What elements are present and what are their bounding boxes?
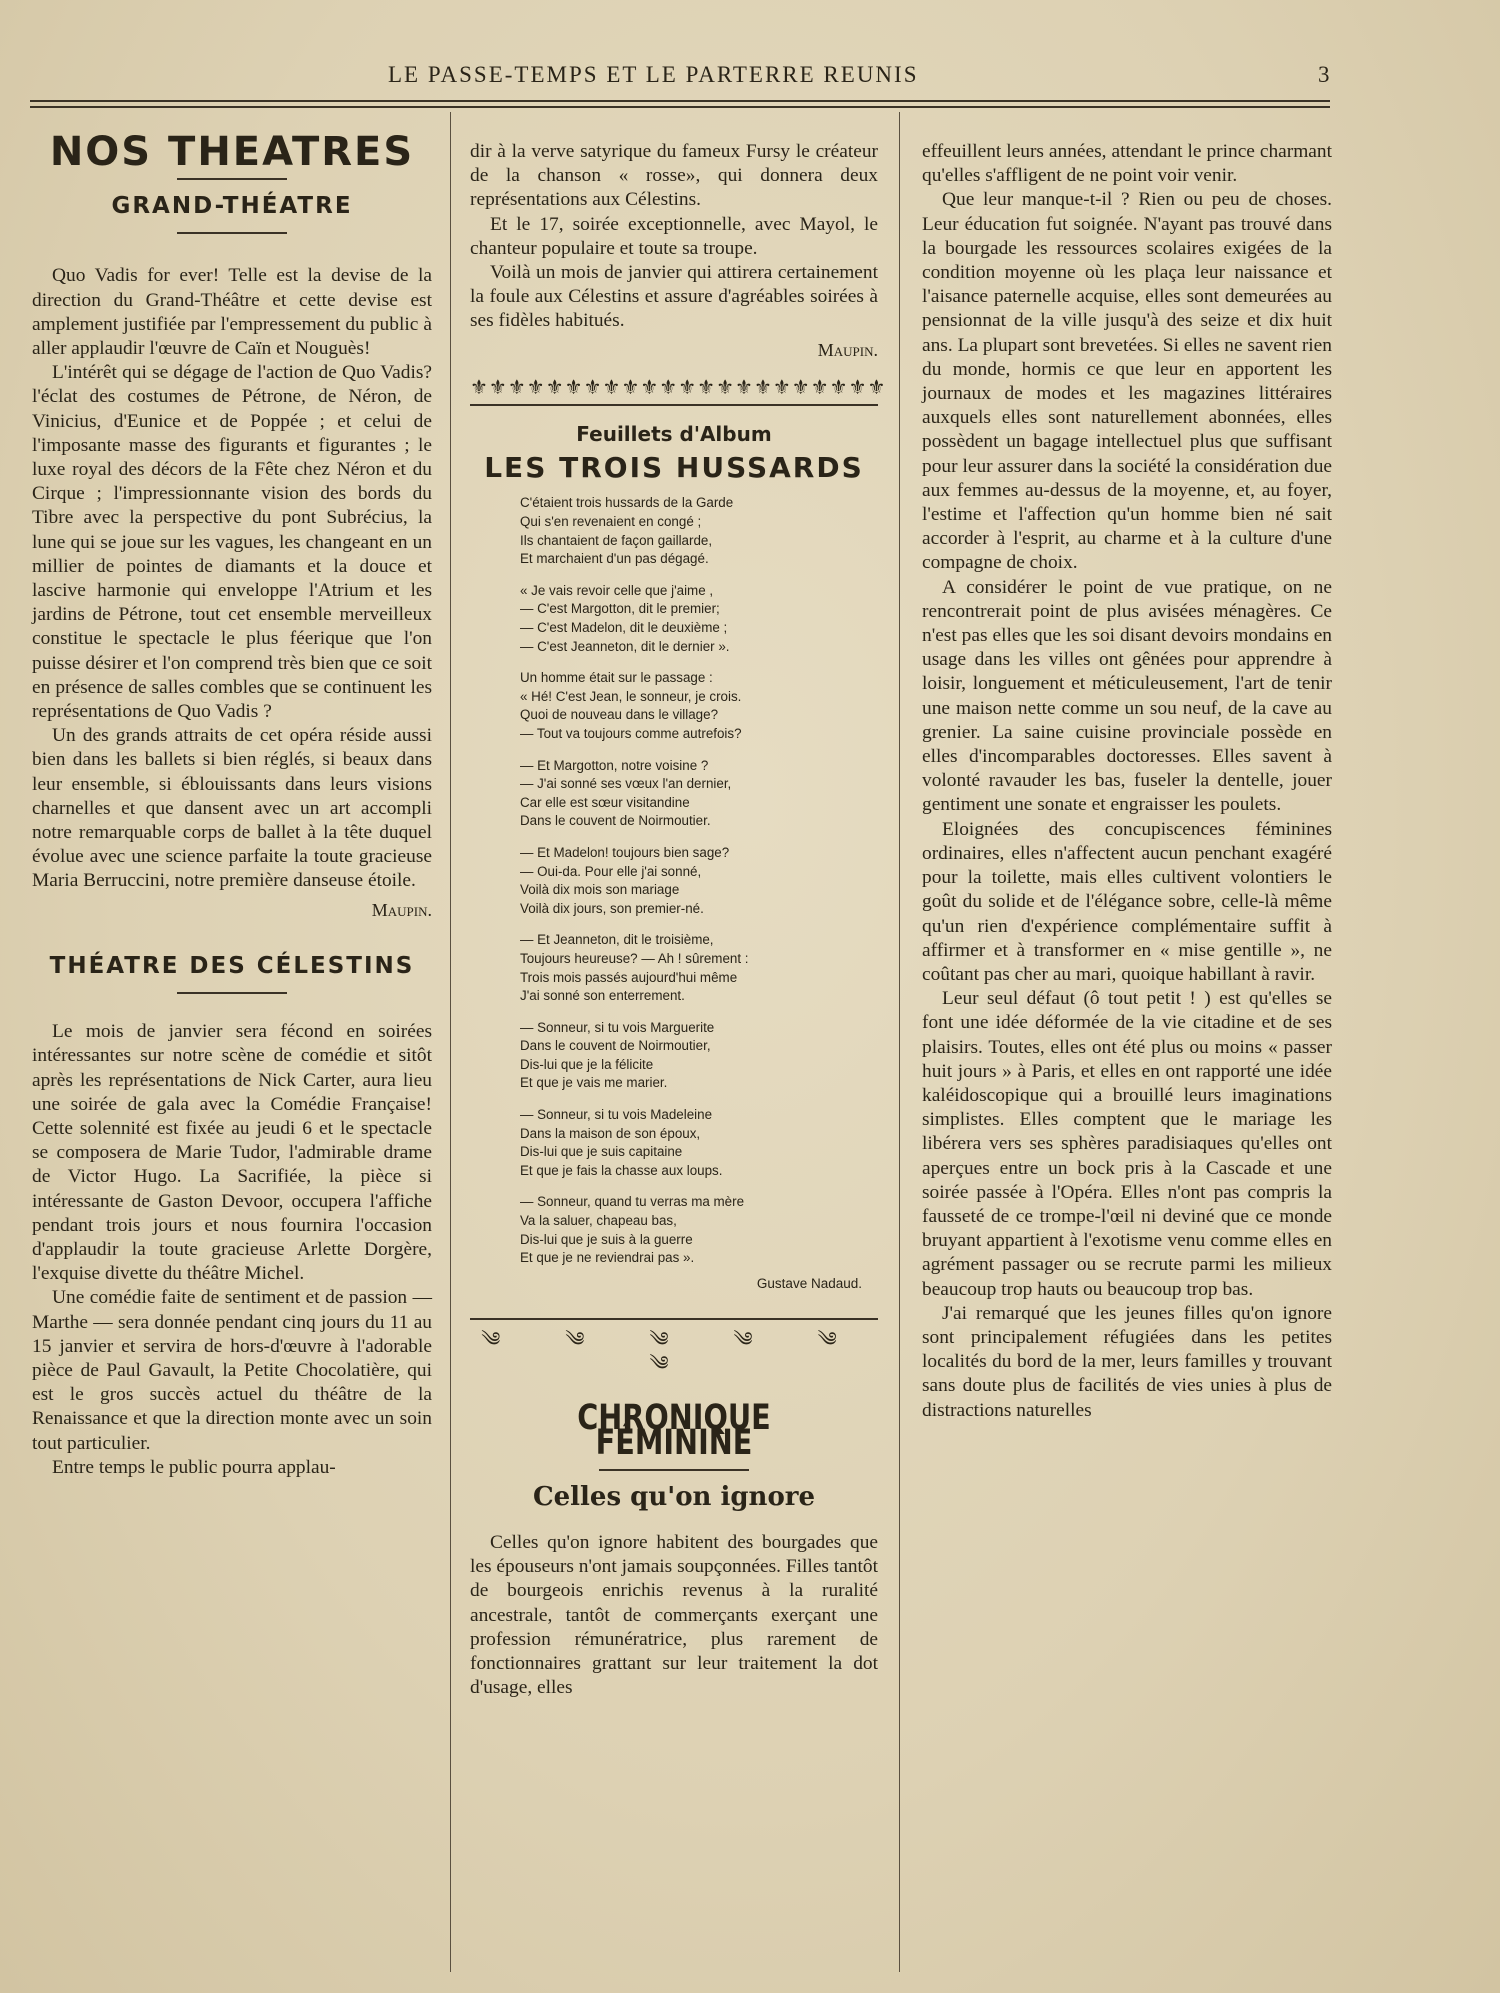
article-paragraph: Voilà un mois de janvier qui attirera certainement la foule aux Célestins et assure d'agréables soirées à ses fidèles habitués.	[470, 262, 878, 332]
title-rule	[177, 232, 287, 234]
poem-line: C'étaient trois hussards de la Garde	[520, 495, 734, 511]
poem-line: Car elle est sœur visitandine	[520, 794, 690, 810]
poem-line: Va la saluer, chapeau bas,	[520, 1213, 677, 1229]
column-3	[922, 140, 1332, 1423]
article-paragraph: Une comédie faite de sentiment et de passion — Marthe — sera donnée pendant cinq jours du 11 au 15 janvier et servira de hors-d'œuvre à l'adorable pièce de Paul Gavault, la Petite Chocolatière, qui est le gros succès actuel du théâtre de la Renaissance et que la direction monte avec un soin tout particulier.	[32, 1287, 432, 1454]
poem-stanza	[520, 494, 878, 568]
poem-line: « Hé! C'est Jean, le sonneur, je crois.	[520, 688, 742, 704]
page-number: 3	[1318, 62, 1330, 87]
poem-line: Et que je ne reviendrai pas ».	[520, 1250, 695, 1266]
poem-stanza	[520, 1193, 878, 1267]
poem-stanza	[520, 669, 878, 743]
article-paragraph: Entre temps le public pourra applau-	[52, 1456, 336, 1478]
article-paragraph: Celles qu'on ignore habitent des bourgades que les épouseurs n'ont jamais soupçonnées. Filles tantôt de bourgeois enrichis revenus à la ruralité ancestrale, tantôt de commerçants exerçant une profession rémunératrice, plus rarement de fonctionnaires grattant sur leur traitement la dot d'usage, elles	[470, 1532, 878, 1699]
poem-line: — Sonneur, si tu vois Madeleine	[520, 1107, 713, 1123]
poem-line: Dans la maison de son époux,	[520, 1125, 701, 1141]
poem-stanza	[520, 582, 878, 656]
title-rule	[177, 992, 287, 994]
article-paragraph: Que leur manque-t-il ? Rien ou peu de choses. Leur éducation fut soignée. N'ayant pas trouvé dans la bourgade les ressources scolaires exigées de la condition moyenne où les plaça leur naissance et l'aisance paternelle acquise, elles sont demeurées au pensionnat de la ville jusqu'à des seize et dix huit ans. La plupart sont brevetées. Si elles ne savent rien du monde, hormis ce que leur en apportent les journaux de modes et les magazines littéraires auxquels elles sont naturellement abonnées, elles possèdent un bagage intellectuel plus que suffisant pour leur assurer dans la société la considération due aux femmes au-dessus de la moyenne, et, au foyer, l'estime et l'affection qu'un homme bien né sait accorder à l'esprit, au charme et à la culture d'une compagne de choix.	[922, 189, 1332, 574]
poem-line: Dans le couvent de Noirmoutier,	[520, 1038, 711, 1054]
celles-title: Celles qu'on ignore	[532, 1481, 816, 1512]
column-divider-1	[450, 112, 451, 1972]
column-divider-2	[899, 112, 900, 1972]
poem-line: Dis-lui que je la félicite	[520, 1056, 654, 1072]
article-paragraph: L'intérêt qui se dégage de l'action de Quo Vadis? l'éclat des costumes de Pétrone, de Néron, de Vinicius, d'Eunice et de Poppée ; et celui de l'imposante masse des figurants et figurantes ; le luxe royal des décors de la Fête chez Néron et du Cirque ; l'impressionnante vision des bords du Tibre avec la perspective du pont Subrécius, la lune qui se joue sur les vagues, les changeant en un millier de pointes de diamants et la douce et lascive harmonie qui enveloppe l'Atrium et les jardins de Pétrone, tout cet ensemble merveilleux constitue le spectacle le plus féerique que l'on puisse désirer et l'on comprend très bien que ce soit en présence de salles combles que se continuent les représentations de Quo Vadis ?	[32, 362, 432, 723]
poem-line: — C'est Madelon, dit le deuxième ;	[520, 620, 728, 635]
poem-line: — C'est Margotton, dit le premier;	[520, 601, 720, 617]
poem-line: — Sonneur, quand tu verras ma mère	[520, 1194, 745, 1210]
poem-stanza	[520, 1106, 878, 1180]
poem-line: — Et Margotton, notre voisine ?	[520, 757, 709, 773]
poem-line: — C'est Jeanneton, dit le dernier ».	[520, 638, 730, 654]
article-paragraph: Et le 17, soirée exceptionnelle, avec Mayol, le chanteur populaire et toute sa troupe.	[470, 213, 878, 259]
album-label: Feuillets d'Album	[576, 422, 772, 447]
fleur-de-lis-ornament: ⚜⚜⚜⚜⚜⚜⚜⚜⚜⚜⚜⚜⚜⚜⚜⚜⚜⚜⚜⚜⚜⚜	[470, 376, 878, 406]
poem-line: Dans le couvent de Noirmoutier.	[520, 813, 711, 829]
article-paragraph: Quo Vadis for ever! Telle est la devise de la direction du Grand-Théâtre et cette devise est amplement justifiée par l'empressement du public à aller applaudir l'œuvre de Caïn et Nouguès!	[32, 265, 432, 360]
poem-line: Un homme était sur le passage :	[520, 670, 713, 686]
poem-line: Voilà dix mois son mariage	[520, 882, 680, 898]
poem-stanza	[520, 1019, 878, 1093]
poem-line: — Et Madelon! toujours bien sage?	[520, 844, 730, 860]
poem-stanza	[520, 757, 878, 831]
poem-line: Voilà dix jours, son premier-né.	[520, 900, 704, 916]
signature: Maupin.	[371, 899, 432, 920]
celestins-title: THÉATRE DES CÉLESTINS	[49, 952, 415, 979]
article-paragraph: Le mois de janvier sera fécond en soirées intéressantes sur notre scène de comédie et sitôt après les représentations de Nick Carter, aura lieu une soirée de gala avec la Comédie Française! Cette solennité est fixée au jeudi 6 et le spectacle se composera de Marie Tudor, l'admirable drame de Victor Hugo. La Sacrifiée, la pièce si intéressante de Gaston Devoor, occupera l'affiche pendant trois jours et nous fournira l'occasion d'applaudir la toute gracieuse Arlette Dorgère, l'exquise divette du théâtre Michel.	[32, 1021, 432, 1285]
column-1	[32, 129, 432, 1480]
title-rule	[177, 178, 287, 180]
poem-line: — Tout va toujours comme autrefois?	[520, 725, 742, 741]
article-paragraph: A considérer le point de vue pratique, on ne rencontrerait point de plus avisées ménagères. Ce n'est pas elles que les soi disant devoirs mondains en usage dans les villes ont gênées pour apprendre à loisir, longuement et méticuleusement, l'art de tenir une maison nette comme un sou neuf, de la cave au grenier. La saine cuisine provinciale possède en elles d'incomparables doctoresses. Elles savent à volonté ravauder les bas, fuseler la dentelle, jouer gentiment une sonate et engraisser les poulets.	[922, 576, 1332, 816]
article-paragraph: Un des grands attraits de cet opéra réside aussi bien dans les ballets si bien réglés, si beaux dans leur ensemble, si éblouissants dans leurs visions charnelles et que dansent avec un art accompli notre remarquable corps de ballet à la tête duquel évolue avec une science parfaite la toute gracieuse Maria Berruccini, notre première danseuse étoile.	[32, 725, 432, 892]
article-paragraph: Leur seul défaut (ô tout petit ! ) est qu'elles se font une idée déformée de la vie citadine et de ses plaisirs. Toutes, elles ont été plus ou moins « passer huit jours » à Paris, et elles en ont rapporté une idée kaléidoscopique qui a brouillé leurs imaginations simplistes. Elles comptent que le mariage les libérera vers ses sphères paradisiaques qu'elles ont aperçues entre un bock pris à la Cascade et une soirée passée à l'Opéra. Elles n'ont pas compris la fausseté de ce trompe-l'œil ni deviné que ce monde bruyant appartient à l'exotisme venu comme elles en agrément passager ou se recrute parmi les milieux beaucoup trop hauts ou beaucoup trop bas.	[922, 988, 1332, 1300]
article-paragraph: dir à la verve satyrique du fameux Fursy le créateur de la chanson « rosse», qui donnera deux représentations aux Célestins.	[470, 141, 878, 211]
poem-line: Toujours heureuse? — Ah ! sûrement :	[520, 950, 749, 966]
chronique-title: CHRONIQUE FÉMININE	[577, 1398, 771, 1463]
poem-line: Qui s'en revenaient en congé ;	[520, 514, 702, 530]
poem-line: — Et Jeanneton, dit le troisième,	[520, 932, 714, 948]
poem-stanza	[520, 931, 878, 1005]
article-paragraph: effeuillent leurs années, attendant le prince charmant qu'elles s'affligent de ne point voir venir.	[922, 141, 1332, 187]
poem-line: Et marchaient d'un pas dégagé.	[520, 551, 709, 567]
poem-line: J'ai sonné son enterrement.	[520, 988, 685, 1004]
poem-signature: Gustave Nadaud.	[756, 1275, 862, 1291]
grand-theatre-title: GRAND-THÉATRE	[111, 193, 353, 220]
section-title: NOS THEATRES	[49, 129, 415, 175]
article-paragraph: Eloignées des concupiscences féminines ordinaires, elles n'affectent aucun penchant exagéré pour la toilette, mais elles cultivent volontiers le goût du solide et de l'élégance sobre, celle-là même qu'un rien d'expérience complémentaire suffit à affirmer et à transformer en « mise gentille », ne coûtant pas cher au mari, quoique habillant à ravir.	[922, 818, 1332, 985]
poem-line: Et que je vais me marier.	[520, 1075, 668, 1091]
header-rule-bottom	[30, 106, 1330, 108]
poem-line: Dis-lui que je suis à la guerre	[520, 1231, 693, 1247]
poem-line: Trois mois passés aujourd'hui même	[520, 969, 738, 985]
header-title: LE PASSE-TEMPS ET LE PARTERRE REUNIS	[388, 62, 919, 87]
header-rule-top	[30, 100, 1330, 102]
poem-line: — Oui-da. Pour elle j'ai sonné,	[520, 863, 702, 879]
column-2	[470, 140, 887, 1700]
poem-stanza	[520, 844, 878, 918]
poem-line: — Sonneur, si tu vois Marguerite	[520, 1019, 715, 1035]
signature: Maupin.	[817, 339, 878, 360]
poem-line: Dis-lui que je suis capitaine	[520, 1144, 683, 1160]
poem-line: Quoi de nouveau dans le village?	[520, 707, 719, 723]
article-paragraph: J'ai remarqué que les jeunes filles qu'on ignore sont principalement réfugiées dans les petites localités du bord de la mer, leurs familles y trouvant sans doute plus de facilités de vies unies à plus de distractions naturelles	[922, 1302, 1332, 1421]
poem-line: Ils chantaient de façon gaillarde,	[520, 532, 713, 548]
poem-line: « Je vais revoir celle que j'aime ,	[520, 582, 714, 598]
poem-line: — J'ai sonné ses vœux l'an dernier,	[520, 776, 732, 792]
swash-ornament: ༄ ༄ ༄ ༄ ༄ ༄	[470, 1318, 878, 1376]
poem-line: Et que je fais la chasse aux loups.	[520, 1162, 723, 1178]
title-rule	[599, 1469, 749, 1471]
poem-title: LES TROIS HUSSARDS	[484, 451, 864, 485]
poem	[520, 494, 878, 1267]
page-header	[28, 58, 1328, 98]
